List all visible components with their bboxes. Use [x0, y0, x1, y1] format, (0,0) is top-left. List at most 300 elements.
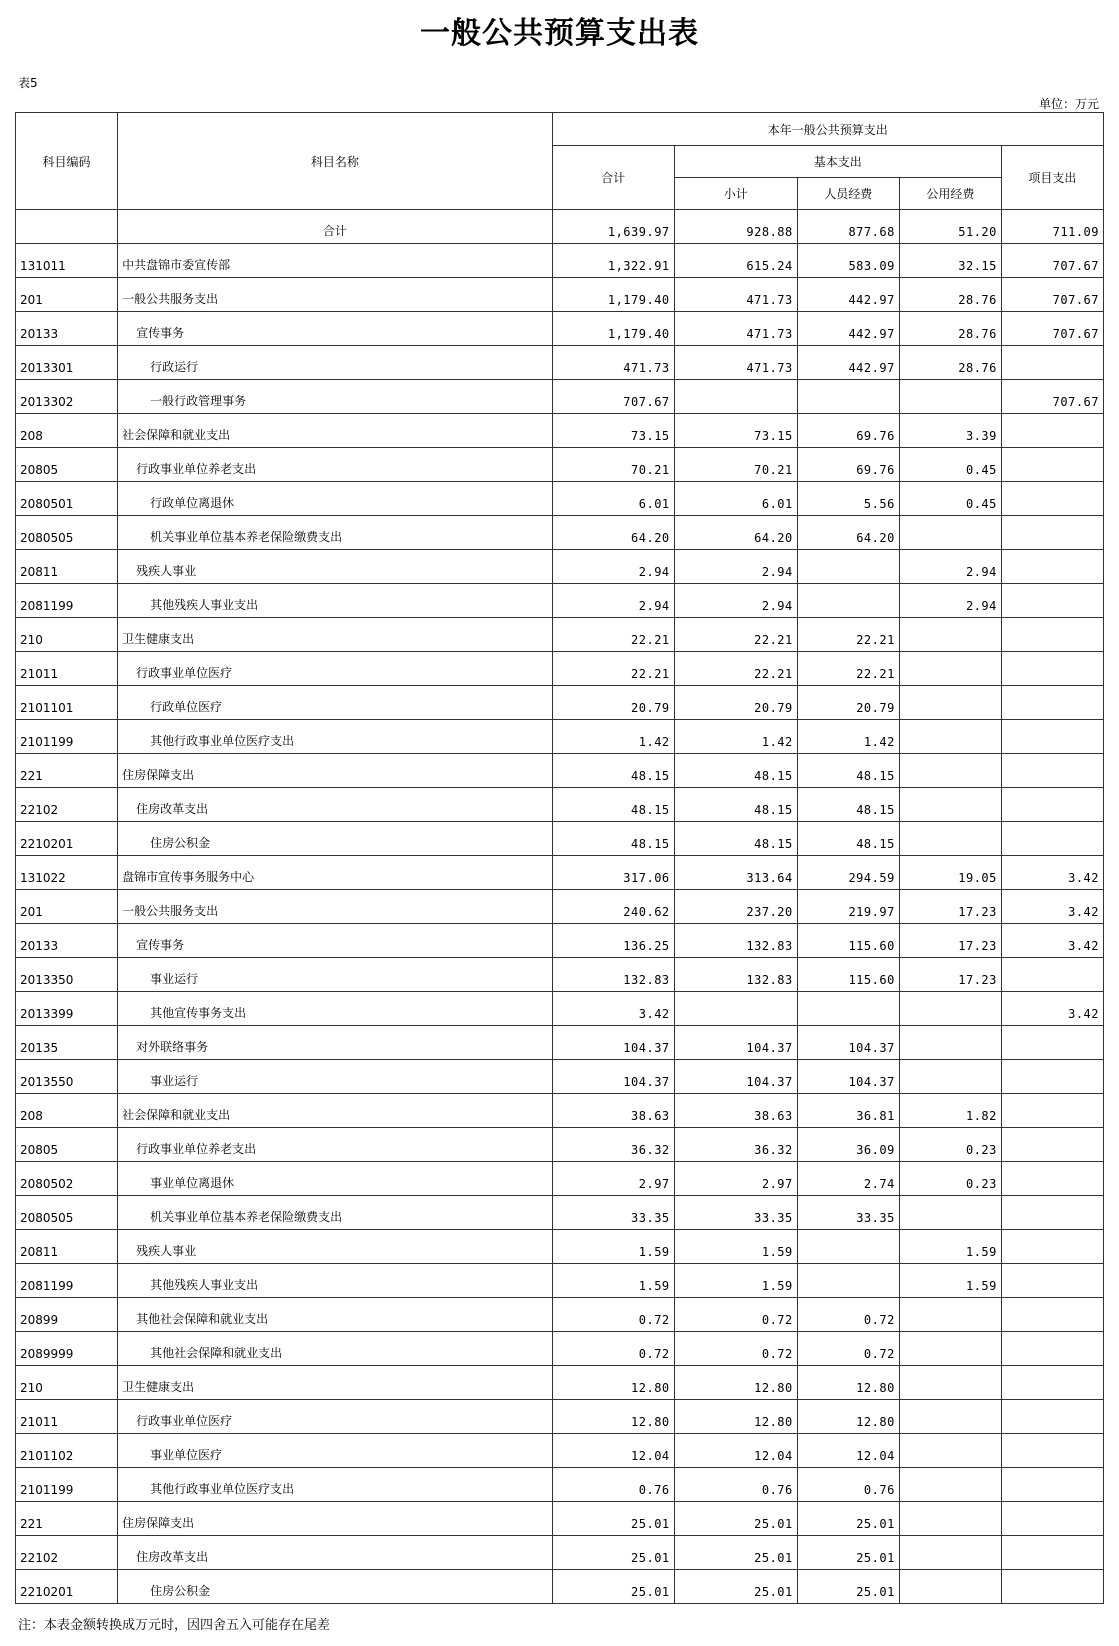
cell-subtotal: 471.73	[674, 312, 797, 346]
cell-subtotal: 25.01	[674, 1502, 797, 1536]
cell-personnel: 20.79	[797, 686, 899, 720]
cell-total: 20.79	[552, 686, 674, 720]
cell-code: 2210201	[16, 1570, 118, 1604]
cell-code: 2080502	[16, 1162, 118, 1196]
header-current-year: 本年一般公共预算支出	[552, 113, 1103, 146]
cell-project	[1001, 1128, 1103, 1162]
cell-total: 1,179.40	[552, 278, 674, 312]
cell-name: 社会保障和就业支出	[118, 414, 553, 448]
cell-total: 1.42	[552, 720, 674, 754]
cell-code: 2101102	[16, 1434, 118, 1468]
table-row	[16, 1298, 1104, 1332]
cell-code: 208	[16, 414, 118, 448]
cell-total: 3.42	[552, 992, 674, 1026]
cell-project	[1001, 1502, 1103, 1536]
cell-project: 707.67	[1001, 278, 1103, 312]
cell-code: 20805	[16, 1128, 118, 1162]
cell-project	[1001, 346, 1103, 380]
cell-subtotal: 22.21	[674, 652, 797, 686]
cell-total: 22.21	[552, 618, 674, 652]
cell-code	[16, 210, 118, 244]
cell-name: 其他行政事业单位医疗支出	[118, 1468, 553, 1502]
cell-total: 36.32	[552, 1128, 674, 1162]
cell-public: 19.05	[899, 856, 1001, 890]
cell-total: 240.62	[552, 890, 674, 924]
cell-personnel: 33.35	[797, 1196, 899, 1230]
table-row	[16, 890, 1104, 924]
cell-public	[899, 652, 1001, 686]
header-name: 科目名称	[118, 113, 553, 210]
table-row	[16, 244, 1104, 278]
header-personnel: 人员经费	[797, 178, 899, 210]
cell-project	[1001, 686, 1103, 720]
cell-project	[1001, 1026, 1103, 1060]
cell-code: 2013350	[16, 958, 118, 992]
table-row	[16, 1128, 1104, 1162]
cell-total: 25.01	[552, 1536, 674, 1570]
cell-code: 20805	[16, 448, 118, 482]
cell-total: 38.63	[552, 1094, 674, 1128]
cell-personnel: 22.21	[797, 652, 899, 686]
cell-code: 210	[16, 618, 118, 652]
cell-subtotal: 0.72	[674, 1332, 797, 1366]
table-row	[16, 448, 1104, 482]
cell-public	[899, 1366, 1001, 1400]
cell-name: 行政事业单位医疗	[118, 1400, 553, 1434]
cell-name: 事业单位离退休	[118, 1162, 553, 1196]
table-row	[16, 652, 1104, 686]
cell-public: 1.59	[899, 1230, 1001, 1264]
cell-subtotal: 104.37	[674, 1026, 797, 1060]
cell-subtotal: 237.20	[674, 890, 797, 924]
table-row	[16, 788, 1104, 822]
cell-code: 22102	[16, 788, 118, 822]
cell-subtotal: 471.73	[674, 346, 797, 380]
cell-project: 707.67	[1001, 380, 1103, 414]
header-code: 科目编码	[16, 113, 118, 210]
cell-code: 2080505	[16, 1196, 118, 1230]
table-row	[16, 312, 1104, 346]
table-row	[16, 1468, 1104, 1502]
cell-public	[899, 1434, 1001, 1468]
cell-project: 3.42	[1001, 924, 1103, 958]
table-row	[16, 516, 1104, 550]
total-row	[16, 210, 1104, 244]
cell-public	[899, 1026, 1001, 1060]
cell-code: 2013301	[16, 346, 118, 380]
cell-public	[899, 380, 1001, 414]
cell-name: 其他残疾人事业支出	[118, 584, 553, 618]
cell-subtotal: 6.01	[674, 482, 797, 516]
cell-code: 20135	[16, 1026, 118, 1060]
table-row	[16, 1536, 1104, 1570]
cell-total: 0.76	[552, 1468, 674, 1502]
cell-public	[899, 1196, 1001, 1230]
table-row	[16, 1434, 1104, 1468]
table-row	[16, 1400, 1104, 1434]
cell-subtotal: 2.97	[674, 1162, 797, 1196]
table-row	[16, 720, 1104, 754]
cell-project	[1001, 1468, 1103, 1502]
cell-project	[1001, 414, 1103, 448]
cell-personnel	[797, 550, 899, 584]
cell-subtotal: 313.64	[674, 856, 797, 890]
cell-subtotal: 22.21	[674, 618, 797, 652]
cell-subtotal: 104.37	[674, 1060, 797, 1094]
cell-code: 2081199	[16, 584, 118, 618]
header-subtotal: 小计	[674, 178, 797, 210]
cell-personnel: 877.68	[797, 210, 899, 244]
table-row	[16, 584, 1104, 618]
table-row	[16, 346, 1104, 380]
cell-public	[899, 720, 1001, 754]
table-row	[16, 822, 1104, 856]
cell-code: 2101199	[16, 720, 118, 754]
cell-subtotal: 2.94	[674, 584, 797, 618]
cell-personnel: 442.97	[797, 312, 899, 346]
cell-total: 0.72	[552, 1332, 674, 1366]
cell-personnel: 294.59	[797, 856, 899, 890]
cell-code: 208	[16, 1094, 118, 1128]
cell-name: 住房保障支出	[118, 754, 553, 788]
cell-project	[1001, 1264, 1103, 1298]
cell-project	[1001, 1570, 1103, 1604]
cell-public: 0.23	[899, 1128, 1001, 1162]
cell-project: 711.09	[1001, 210, 1103, 244]
cell-code: 131022	[16, 856, 118, 890]
cell-project	[1001, 1536, 1103, 1570]
cell-project	[1001, 754, 1103, 788]
table-row	[16, 754, 1104, 788]
cell-subtotal: 471.73	[674, 278, 797, 312]
cell-name: 一般行政管理事务	[118, 380, 553, 414]
cell-personnel: 5.56	[797, 482, 899, 516]
cell-subtotal: 64.20	[674, 516, 797, 550]
cell-code: 2210201	[16, 822, 118, 856]
cell-subtotal: 1.59	[674, 1230, 797, 1264]
cell-total: 707.67	[552, 380, 674, 414]
table-row	[16, 278, 1104, 312]
cell-total: 317.06	[552, 856, 674, 890]
cell-total: 471.73	[552, 346, 674, 380]
cell-code: 22102	[16, 1536, 118, 1570]
cell-public	[899, 1298, 1001, 1332]
cell-name: 住房公积金	[118, 1570, 553, 1604]
cell-code: 201	[16, 278, 118, 312]
cell-project	[1001, 516, 1103, 550]
cell-public: 1.59	[899, 1264, 1001, 1298]
cell-public	[899, 1332, 1001, 1366]
cell-code: 221	[16, 754, 118, 788]
cell-name: 中共盘锦市委宣传部	[118, 244, 553, 278]
cell-total: 132.83	[552, 958, 674, 992]
cell-code: 2080505	[16, 516, 118, 550]
cell-code: 20811	[16, 1230, 118, 1264]
cell-personnel: 442.97	[797, 278, 899, 312]
cell-total: 104.37	[552, 1026, 674, 1060]
cell-name: 行政事业单位养老支出	[118, 448, 553, 482]
cell-public	[899, 992, 1001, 1026]
cell-personnel: 2.74	[797, 1162, 899, 1196]
cell-code: 210	[16, 1366, 118, 1400]
cell-public: 28.76	[899, 346, 1001, 380]
cell-name: 事业运行	[118, 958, 553, 992]
cell-public	[899, 1570, 1001, 1604]
cell-personnel: 25.01	[797, 1502, 899, 1536]
cell-personnel: 48.15	[797, 788, 899, 822]
cell-subtotal: 0.72	[674, 1298, 797, 1332]
cell-subtotal	[674, 992, 797, 1026]
cell-name: 其他残疾人事业支出	[118, 1264, 553, 1298]
table-row	[16, 1162, 1104, 1196]
cell-name: 其他社会保障和就业支出	[118, 1298, 553, 1332]
cell-code: 2081199	[16, 1264, 118, 1298]
cell-name: 残疾人事业	[118, 1230, 553, 1264]
cell-public: 17.23	[899, 958, 1001, 992]
table-row	[16, 414, 1104, 448]
table-row	[16, 1230, 1104, 1264]
cell-public: 2.94	[899, 584, 1001, 618]
cell-project	[1001, 1094, 1103, 1128]
cell-project	[1001, 958, 1103, 992]
cell-personnel: 115.60	[797, 958, 899, 992]
cell-total: 12.80	[552, 1366, 674, 1400]
cell-code: 20133	[16, 312, 118, 346]
cell-subtotal: 12.04	[674, 1434, 797, 1468]
cell-code: 2080501	[16, 482, 118, 516]
cell-code: 21011	[16, 652, 118, 686]
cell-name: 合计	[118, 210, 553, 244]
cell-name: 住房公积金	[118, 822, 553, 856]
cell-subtotal: 36.32	[674, 1128, 797, 1162]
cell-name: 盘锦市宣传事务服务中心	[118, 856, 553, 890]
cell-name: 其他行政事业单位医疗支出	[118, 720, 553, 754]
cell-code: 20133	[16, 924, 118, 958]
cell-personnel: 64.20	[797, 516, 899, 550]
cell-total: 70.21	[552, 448, 674, 482]
cell-name: 住房改革支出	[118, 1536, 553, 1570]
table-row	[16, 618, 1104, 652]
table-body	[16, 210, 1104, 1604]
cell-public	[899, 686, 1001, 720]
cell-total: 1.59	[552, 1230, 674, 1264]
cell-subtotal: 48.15	[674, 822, 797, 856]
cell-project	[1001, 1060, 1103, 1094]
cell-name: 残疾人事业	[118, 550, 553, 584]
table-row	[16, 1332, 1104, 1366]
cell-name: 机关事业单位基本养老保险缴费支出	[118, 516, 553, 550]
cell-public	[899, 1502, 1001, 1536]
cell-subtotal: 1.59	[674, 1264, 797, 1298]
table-row	[16, 1094, 1104, 1128]
cell-public: 28.76	[899, 278, 1001, 312]
cell-code: 2013399	[16, 992, 118, 1026]
cell-subtotal: 2.94	[674, 550, 797, 584]
cell-public	[899, 618, 1001, 652]
table-row	[16, 1196, 1104, 1230]
cell-personnel: 12.04	[797, 1434, 899, 1468]
cell-name: 社会保障和就业支出	[118, 1094, 553, 1128]
cell-name: 卫生健康支出	[118, 618, 553, 652]
cell-subtotal: 132.83	[674, 924, 797, 958]
cell-public: 51.20	[899, 210, 1001, 244]
cell-subtotal: 48.15	[674, 788, 797, 822]
cell-subtotal: 928.88	[674, 210, 797, 244]
cell-personnel	[797, 380, 899, 414]
table-row	[16, 1502, 1104, 1536]
cell-personnel: 104.37	[797, 1060, 899, 1094]
table-row	[16, 992, 1104, 1026]
cell-personnel: 219.97	[797, 890, 899, 924]
cell-public: 17.23	[899, 890, 1001, 924]
cell-code: 20811	[16, 550, 118, 584]
cell-public	[899, 822, 1001, 856]
cell-name: 其他社会保障和就业支出	[118, 1332, 553, 1366]
cell-subtotal: 73.15	[674, 414, 797, 448]
cell-name: 宣传事务	[118, 924, 553, 958]
cell-subtotal: 38.63	[674, 1094, 797, 1128]
cell-public	[899, 516, 1001, 550]
cell-total: 104.37	[552, 1060, 674, 1094]
cell-personnel	[797, 1230, 899, 1264]
cell-public	[899, 1400, 1001, 1434]
table-row	[16, 1264, 1104, 1298]
cell-subtotal: 0.76	[674, 1468, 797, 1502]
cell-subtotal: 48.15	[674, 754, 797, 788]
cell-public: 2.94	[899, 550, 1001, 584]
table-number: 表5	[18, 76, 38, 90]
cell-personnel: 442.97	[797, 346, 899, 380]
cell-personnel: 0.72	[797, 1332, 899, 1366]
cell-personnel: 25.01	[797, 1570, 899, 1604]
cell-name: 住房保障支出	[118, 1502, 553, 1536]
cell-project	[1001, 482, 1103, 516]
budget-expenditure-table	[15, 112, 1104, 1604]
cell-project	[1001, 1230, 1103, 1264]
cell-code: 2013550	[16, 1060, 118, 1094]
cell-total: 48.15	[552, 822, 674, 856]
header-public: 公用经费	[899, 178, 1001, 210]
cell-total: 2.97	[552, 1162, 674, 1196]
cell-personnel: 36.81	[797, 1094, 899, 1128]
cell-public: 0.45	[899, 482, 1001, 516]
cell-project	[1001, 550, 1103, 584]
table-row	[16, 686, 1104, 720]
table-row	[16, 550, 1104, 584]
table-row	[16, 380, 1104, 414]
cell-public: 3.39	[899, 414, 1001, 448]
cell-project	[1001, 1162, 1103, 1196]
table-row	[16, 1060, 1104, 1094]
cell-personnel	[797, 584, 899, 618]
cell-total: 1,639.97	[552, 210, 674, 244]
cell-project: 3.42	[1001, 856, 1103, 890]
cell-personnel: 104.37	[797, 1026, 899, 1060]
cell-personnel: 69.76	[797, 448, 899, 482]
cell-subtotal: 70.21	[674, 448, 797, 482]
cell-personnel: 115.60	[797, 924, 899, 958]
cell-project	[1001, 788, 1103, 822]
cell-name: 行政运行	[118, 346, 553, 380]
cell-project	[1001, 1434, 1103, 1468]
cell-project: 3.42	[1001, 890, 1103, 924]
cell-name: 一般公共服务支出	[118, 890, 553, 924]
cell-name: 对外联络事务	[118, 1026, 553, 1060]
cell-subtotal: 132.83	[674, 958, 797, 992]
cell-total: 22.21	[552, 652, 674, 686]
table-row	[16, 958, 1104, 992]
cell-total: 2.94	[552, 550, 674, 584]
cell-public	[899, 1060, 1001, 1094]
cell-public: 0.45	[899, 448, 1001, 482]
cell-personnel: 0.72	[797, 1298, 899, 1332]
cell-code: 201	[16, 890, 118, 924]
cell-total: 48.15	[552, 754, 674, 788]
cell-project	[1001, 1400, 1103, 1434]
table-row	[16, 1366, 1104, 1400]
cell-code: 20899	[16, 1298, 118, 1332]
cell-name: 行政单位离退休	[118, 482, 553, 516]
cell-personnel	[797, 992, 899, 1026]
cell-code: 2089999	[16, 1332, 118, 1366]
cell-project	[1001, 448, 1103, 482]
cell-personnel: 48.15	[797, 822, 899, 856]
cell-project	[1001, 584, 1103, 618]
cell-project	[1001, 822, 1103, 856]
cell-name: 行政事业单位医疗	[118, 652, 553, 686]
cell-name: 行政单位医疗	[118, 686, 553, 720]
cell-total: 0.72	[552, 1298, 674, 1332]
cell-public	[899, 1468, 1001, 1502]
cell-subtotal: 25.01	[674, 1570, 797, 1604]
table-row	[16, 924, 1104, 958]
cell-subtotal: 615.24	[674, 244, 797, 278]
cell-subtotal: 20.79	[674, 686, 797, 720]
header-project: 项目支出	[1001, 146, 1103, 210]
cell-total: 12.04	[552, 1434, 674, 1468]
page-title: 一般公共预算支出表	[420, 16, 699, 51]
cell-personnel: 1.42	[797, 720, 899, 754]
cell-personnel: 12.80	[797, 1366, 899, 1400]
cell-name: 宣传事务	[118, 312, 553, 346]
table-row	[16, 856, 1104, 890]
table-header	[16, 113, 1104, 210]
cell-subtotal: 12.80	[674, 1366, 797, 1400]
footnote: 注：本表金额转换成万元时，因四舍五入可能存在尾差	[18, 1618, 331, 1633]
cell-project	[1001, 1332, 1103, 1366]
table-row	[16, 1026, 1104, 1060]
table-row	[16, 1570, 1104, 1604]
cell-project	[1001, 618, 1103, 652]
cell-project: 3.42	[1001, 992, 1103, 1026]
cell-code: 221	[16, 1502, 118, 1536]
cell-project	[1001, 1298, 1103, 1332]
cell-subtotal: 25.01	[674, 1536, 797, 1570]
cell-personnel: 12.80	[797, 1400, 899, 1434]
cell-personnel: 25.01	[797, 1536, 899, 1570]
cell-subtotal: 1.42	[674, 720, 797, 754]
cell-total: 25.01	[552, 1570, 674, 1604]
cell-public: 17.23	[899, 924, 1001, 958]
cell-name: 其他宣传事务支出	[118, 992, 553, 1026]
cell-total: 1,179.40	[552, 312, 674, 346]
cell-personnel: 48.15	[797, 754, 899, 788]
cell-total: 25.01	[552, 1502, 674, 1536]
cell-name: 一般公共服务支出	[118, 278, 553, 312]
cell-total: 64.20	[552, 516, 674, 550]
cell-personnel	[797, 1264, 899, 1298]
cell-project	[1001, 1366, 1103, 1400]
